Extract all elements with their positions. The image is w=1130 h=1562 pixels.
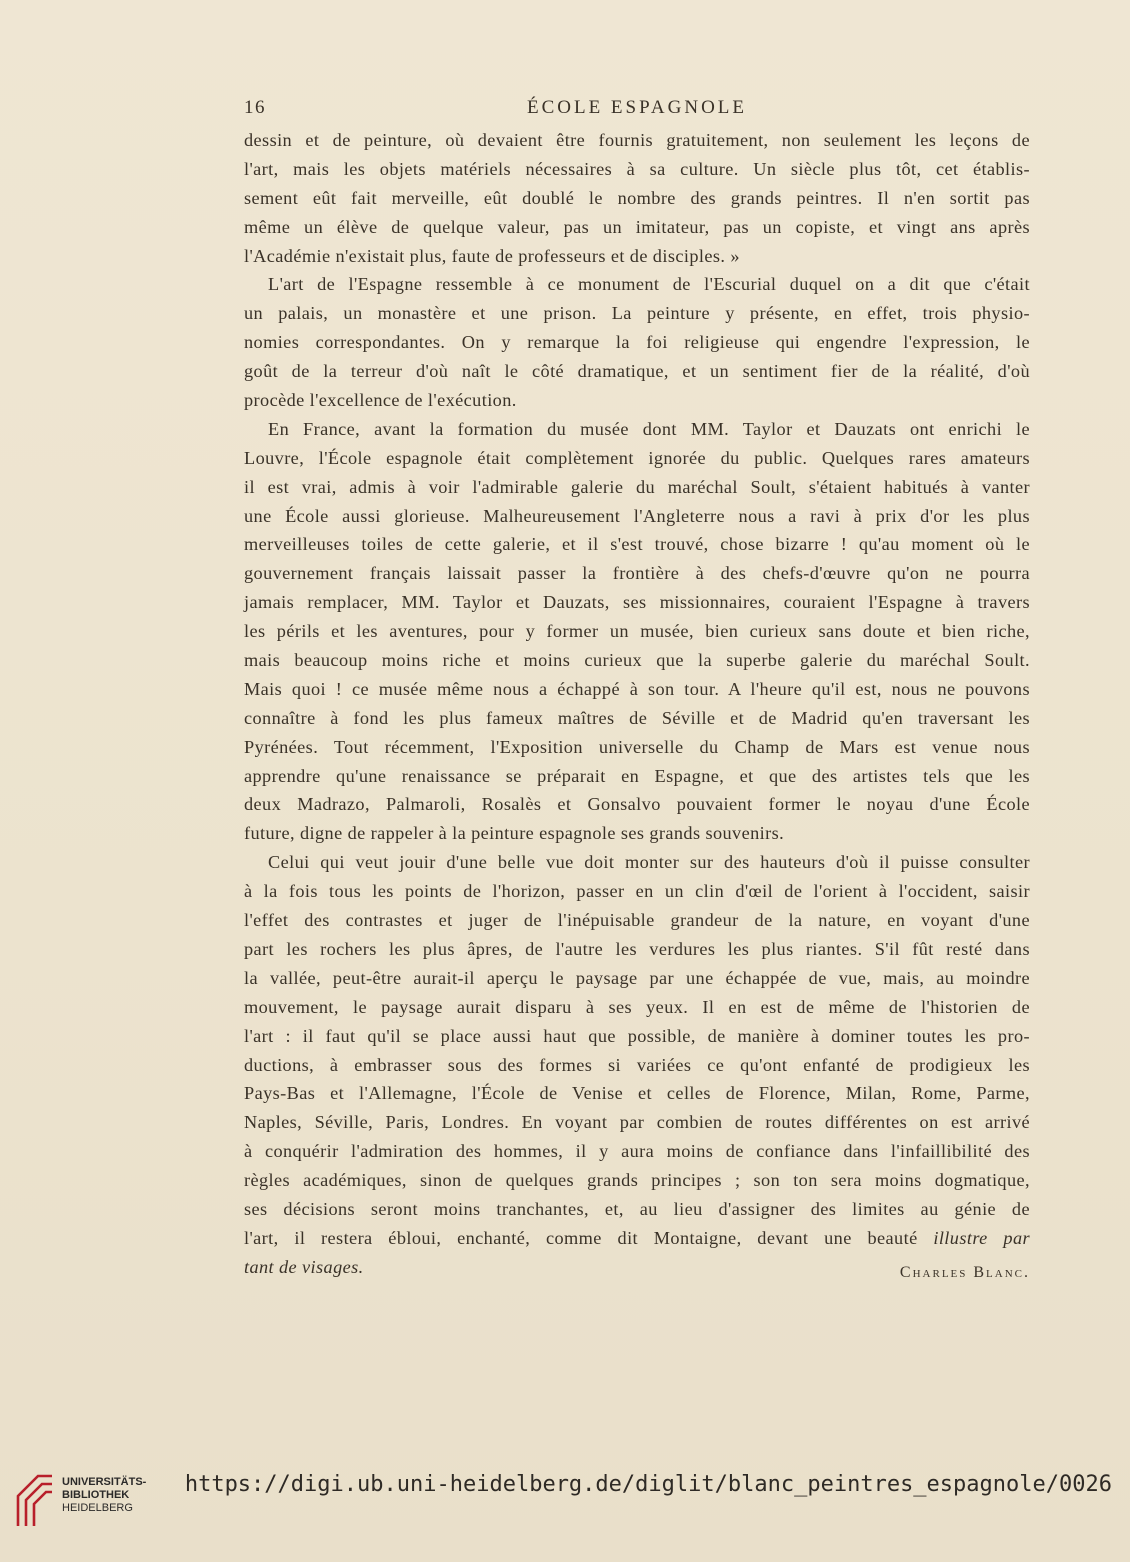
text-line: Pyrénées. Tout récemment, l'Exposition universelle du Champ de Mars est venue nous (244, 736, 1030, 757)
page-number: 16 (244, 97, 266, 118)
text-line: même un élève de quelque valeur, pas un imitateur, pas un copiste, et vingt ans après (244, 216, 1030, 237)
running-head: ÉCOLE ESPAGNOLE (526, 97, 748, 118)
text-line: une École aussi glorieuse. Malheureusement l'Angleterre nous a ravi à prix d'or les plus (244, 505, 1030, 526)
text-line: apprendre qu'une renaissance se préparait en Espagne, et que des artistes tels que les (244, 765, 1030, 786)
text-line: règles académiques, sinon de quelques grands principes ; son ton sera moins dogmatique, (244, 1170, 1030, 1191)
text-line: ductions, à embrasser sous des formes si variées ce qu'ont enfanté de prodigieux les (244, 1054, 1030, 1075)
text-line: connaître à fond les plus fameux maîtres de Séville et de Madrid qu'en traversant les (244, 707, 1030, 728)
text-line: procède l'excellence de l'exécution. (244, 390, 517, 411)
author-signature: Charles Blanc. (899, 1264, 1030, 1281)
text-line: dessin et de peinture, où devaient être fournis gratuitement, non seulement les leçons de (244, 130, 1030, 150)
text-line: à conquérir l'admiration des hommes, il y aura moins de confiance dans l'infaillibilité des (244, 1141, 1030, 1162)
text-line: Pays-Bas et l'Allemagne, l'École de Venise et celles de Florence, Milan, Rome, Parme, (244, 1083, 1030, 1104)
footer-bar (0, 1462, 1130, 1562)
text-line: Louvre, l'École espagnole était complètement ignorée du public. Quelques rares amateurs (244, 447, 1030, 468)
text-line: un palais, un monastère et une prison. La peinture y présente, en effet, trois physio- (244, 303, 1030, 324)
text-line: jamais remplacer, MM. Taylor et Dauzats, ses missionnaires, couraient l'Espagne à travers (244, 592, 1030, 613)
text-line-mixed (244, 1224, 1030, 1253)
permalink-url[interactable]: https://digi.ub.uni-heidelberg.de/diglit/blanc_peintres_espagnole/0026 (184, 1472, 1112, 1497)
text-line: Celui qui veut jouir d'une belle vue doit monter sur des hauteurs d'où il puisse consulter (268, 852, 1030, 873)
text-line: sement eût fait merveille, eût doublé le nombre des grands peintres. Il n'en sortit pas (244, 187, 1030, 208)
text-line: mouvement, le paysage aurait disparu à ses yeux. Il en est de même de l'historien de (244, 996, 1030, 1017)
body-text (244, 126, 1030, 1282)
text-line: deux Madrazo, Palmaroli, Rosalès et Gonsalvo pouvaient former le noyau d'une École (244, 794, 1030, 815)
text-line: l'effet des contrastes et juger de l'inépuisable grandeur de la nature, en voyant d'une (244, 910, 1030, 931)
text-line: gouvernement français laissait passer la frontière à des chefs-d'œuvre qu'on ne pourra (244, 563, 1030, 584)
logo-line: HEIDELBERG (62, 1502, 133, 1514)
library-logo-icon (14, 1470, 56, 1532)
text-line: l'art : il faut qu'il se place aussi haut que possible, de manière à dominer toutes les pro- (244, 1025, 1030, 1046)
text-line: ses décisions seront moins tranchantes, et, au lieu d'assigner des limites au génie de (244, 1198, 1030, 1219)
text-line: goût de la terreur d'où naît le côté dramatique, et un sentiment fier de la réalité, d'où (244, 361, 1030, 382)
library-logo-text (62, 1476, 146, 1515)
logo-line: UNIVERSITÄTS- (62, 1476, 147, 1488)
text-line: Mais quoi ! ce musée même nous a échappé à son tour. A l'heure qu'il est, nous ne pouvons (244, 678, 1030, 699)
text-line: merveilleuses toiles de cette galerie, et il s'est trouvé, chose bizarre ! qu'au moment où le (244, 534, 1030, 555)
text-line: L'art de l'Espagne ressemble à ce monument de l'Escurial duquel on a dit que c'était (268, 274, 1030, 295)
text-line: mais beaucoup moins riche et moins curieux que la superbe galerie du maréchal Soult. (244, 650, 1030, 671)
text-line: future, digne de rappeler à la peinture espagnole ses grands souvenirs. (244, 823, 785, 844)
text-line: il est vrai, admis à voir l'admirable galerie du maréchal Soult, s'étaient habitués à vanter (244, 476, 1030, 497)
page-header (244, 97, 1030, 123)
text-line: nomies correspondantes. On y remarque la foi religieuse qui engendre l'expression, le (244, 332, 1030, 353)
text-segment: l'art, il restera ébloui, enchanté, comme dit Montaigne, devant une beauté (244, 1227, 918, 1248)
italic-quote: illustre par (933, 1227, 1030, 1248)
text-line: l'Académie n'existait plus, faute de professeurs et de disciples. » (244, 245, 740, 266)
logo-line: BIBLIOTHEK (62, 1489, 130, 1501)
text-line: l'art, mais les objets matériels nécessaires à sa culture. Un siècle plus tôt, cet établis- (244, 158, 1030, 179)
text-line: Naples, Séville, Paris, Londres. En voyant par combien de routes différentes on est arrivé (244, 1112, 1030, 1133)
italic-quote-end: tant de visages. (244, 1256, 364, 1277)
text-line: part les rochers les plus âpres, de l'autre les verdures les plus riantes. S'il fût resté dans (244, 938, 1030, 959)
text-line: les périls et les aventures, pour y former un musée, bien curieux sans doute et bien riche, (244, 621, 1030, 642)
text-line: la vallée, peut-être aurait-il aperçu le paysage par une échappée de vue, mais, au moindre (244, 967, 1030, 988)
text-line: En France, avant la formation du musée dont MM. Taylor et Dauzats ont enrichi le (268, 418, 1030, 439)
text-line: à la fois tous les points de l'horizon, passer en un clin d'œil de l'orient à l'occident, saisir (244, 881, 1030, 902)
